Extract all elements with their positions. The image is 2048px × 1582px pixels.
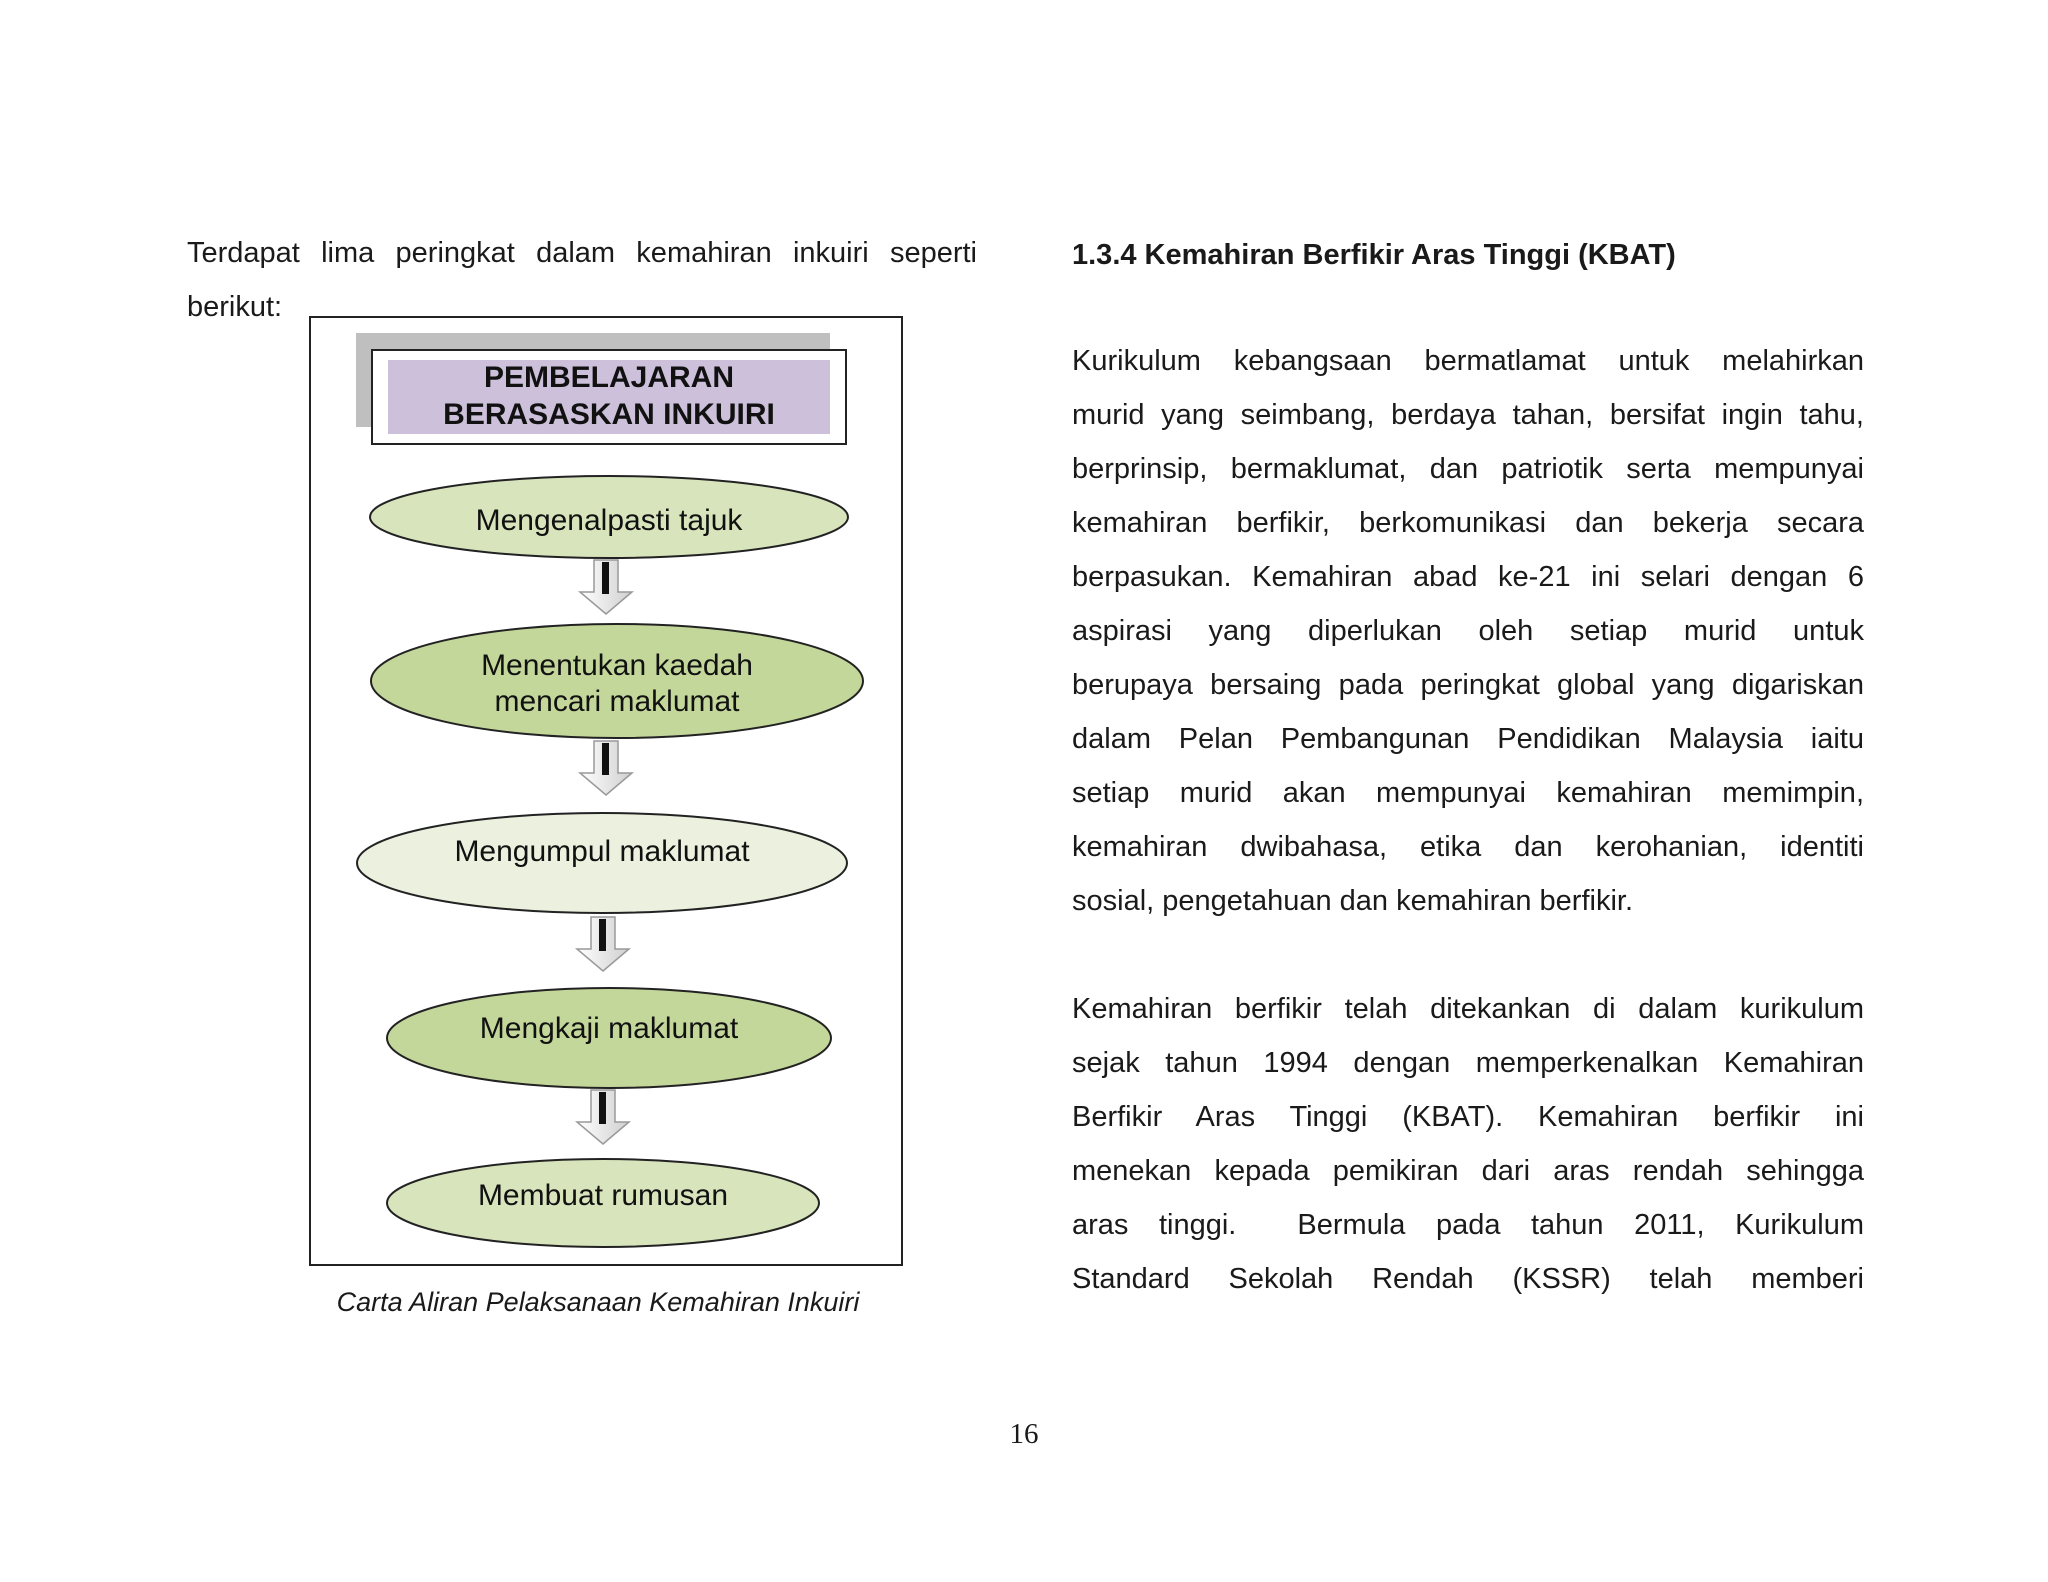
paragraph-1-line: berupaya bersaing pada peringkat global yang digariskan [1072,669,1864,701]
title-line-1: PEMBELAJARAN [483,361,735,394]
paragraph-1-line: aspirasi yang diperlukan oleh setiap murid untuk [1072,615,1864,647]
step-3-label: Mengumpul maklumat [454,834,750,868]
paragraph-2-line: aras tinggi. Bermula pada tahun 2011, Kurikulum [1072,1209,1864,1241]
step-4-label: Mengkaji maklumat [479,1011,739,1045]
paragraph-1-line: murid yang seimbang, berdaya tahan, bersifat ingin tahu, [1072,399,1864,431]
paragraph-1-line: dalam Pelan Pembangunan Pendidikan Malaysia iaitu [1072,723,1864,755]
paragraph-1-line: kemahiran berfikir, berkomunikasi dan bekerja secara [1072,507,1864,539]
paragraph-1-line: setiap murid akan mempunyai kemahiran memimpin, [1072,777,1864,809]
diagram-caption: Carta Aliran Pelaksanaan Kemahiran Inkuiri [336,1287,860,1317]
step-2-label-line-1: Menentukan kaedah [481,648,753,682]
arrow-down-icon [580,560,632,614]
intro-line-2: berikut: [187,291,283,323]
step-5-label: Membuat rumusan [477,1178,729,1212]
paragraph-1-line: kemahiran dwibahasa, etika dan kerohanian, identiti [1072,831,1864,863]
paragraph-2-line: sejak tahun 1994 dengan memperkenalkan Kemahiran [1072,1047,1864,1079]
page-number: 16 [1009,1418,1039,1450]
step-2-label-line-2: mencari maklumat [494,684,740,718]
arrow-down-icon [580,741,632,795]
paragraph-2-line: Standard Sekolah Rendah (KSSR) telah memberi [1072,1263,1864,1295]
arrow-down-icon [577,1090,629,1144]
title-line-2: BERASASKAN INKUIRI [443,398,775,431]
intro-line-1: Terdapat lima peringkat dalam kemahiran inkuiri seperti [187,237,977,269]
section-heading: 1.3.4 Kemahiran Berfikir Aras Tinggi (KBAT) [1072,239,1676,271]
arrow-down-icon [577,917,629,971]
step-1-label: Mengenalpasti tajuk [475,503,743,537]
paragraph-2-line: Kemahiran berfikir telah ditekankan di dalam kurikulum [1072,993,1864,1025]
paragraph-1-line: sosial, pengetahuan dan kemahiran berfikir. [1072,885,1634,917]
paragraph-1-line: berpasukan. Kemahiran abad ke-21 ini selari dengan 6 [1072,561,1864,593]
paragraph-1-line: Kurikulum kebangsaan bermatlamat untuk melahirkan [1072,345,1864,377]
paragraph-2-line: Berfikir Aras Tinggi (KBAT). Kemahiran berfikir ini [1072,1101,1864,1133]
paragraph-2-line: menekan kepada pemikiran dari aras rendah sehingga [1072,1155,1864,1187]
paragraph-1-line: berprinsip, bermaklumat, dan patriotik serta mempunyai [1072,453,1864,485]
